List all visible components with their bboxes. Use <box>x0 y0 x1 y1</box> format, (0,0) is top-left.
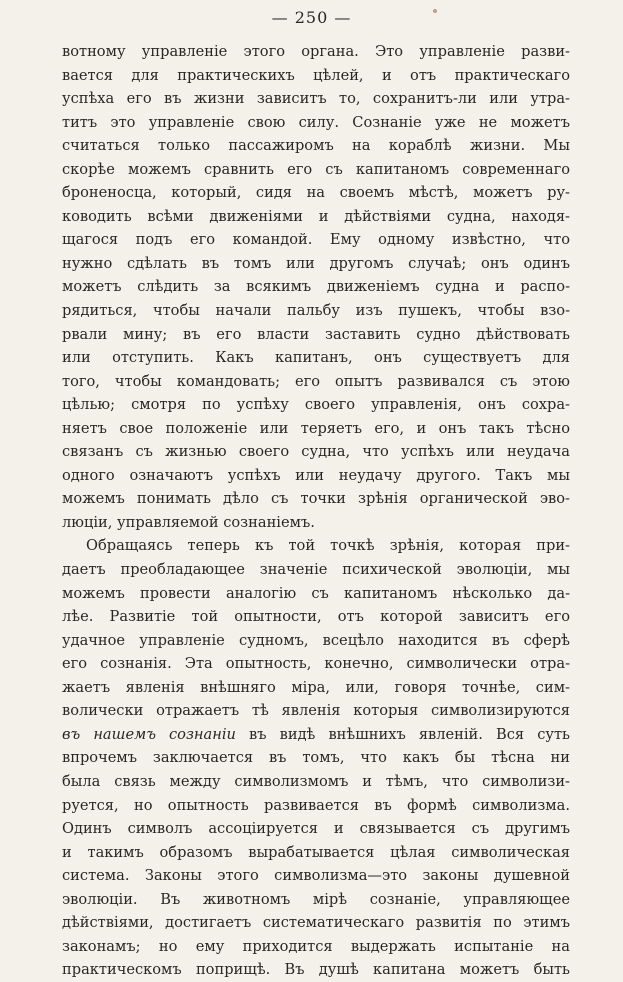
text-line: нужно сдѣлать въ томъ или другомъ случаѣ; онъ одинъ <box>62 254 570 272</box>
text-line: люціи, управляемой сознаніемъ. <box>62 513 315 531</box>
text-line: практическомъ поприщѣ. Въ душѣ капитана можетъ быть <box>62 961 570 979</box>
text-line: вотному управленіе этого органа. Это управленіе разви- <box>62 43 570 60</box>
text-line: даетъ преобладающее значеніе психической эволюціи, мы <box>62 561 570 579</box>
text-line: ководить всѣми движеніями и дѣйствіями судна, находя- <box>62 207 570 225</box>
text-line: была связь между символизмомъ и тѣмъ, что символизи- <box>62 772 570 790</box>
text-line: рядиться, чтобы начали пальбу изъ пушекъ, чтобы взо- <box>62 302 570 320</box>
text-line-with-emphasis <box>62 723 570 747</box>
text-line: дѣйствіями, достигаетъ систематическаго развитія по этимъ <box>62 914 570 932</box>
text-line: одного означаютъ успѣхъ или неудачу другого. Такъ мы <box>62 466 570 484</box>
text-line: жаетъ явленія внѣшняго міра, или, говоря точнѣе, сим- <box>62 678 570 696</box>
text-line: его сознанія. Эта опытность, конечно, символически отра- <box>62 655 570 673</box>
text-line: лѣе. Развитіе той опытности, отъ которой зависитъ его <box>62 608 570 626</box>
text-line: броненосца, который, сидя на своемъ мѣстѣ, можетъ ру- <box>62 184 570 202</box>
text-line: Одинъ символъ ассоціируется и связывается съ другимъ <box>62 820 570 838</box>
text-line: вается для практическихъ цѣлей, и отъ практическаго <box>62 66 570 84</box>
text-line: связанъ съ жизнью своего судна, что успѣхъ или неудача <box>62 443 570 461</box>
text-line: рвали мину; въ его власти заставить судно дѣйствовать <box>62 325 570 343</box>
text-line: волически отражаетъ тѣ явленія которыя символизируются <box>62 702 570 720</box>
text-line: скорѣе можемъ сравнить его съ капитаномъ современнаго <box>62 160 570 178</box>
text-line: и такимъ образомъ вырабатывается цѣлая символическая <box>62 843 570 861</box>
emphasis: въ нашемъ сознаніи <box>62 725 236 743</box>
text-line: удачное управленіе судномъ, всецѣло находится въ сферѣ <box>62 631 570 649</box>
text-line: законамъ; но ему приходится выдержать испытаніе на <box>62 937 570 955</box>
text-line: Обращаясь теперь къ той точкѣ зрѣнія, которая при- <box>86 537 570 555</box>
text-line: успѣха его въ жизни зависитъ то, сохранитъ-ли или утра- <box>62 90 570 108</box>
text-line: руется, но опытность развивается въ формѣ символизма. <box>62 796 570 814</box>
text-line: эволюціи. Въ животномъ мірѣ сознаніе, управляющее <box>62 890 570 908</box>
text-line: система. Законы этого символизма—это законы душевной <box>62 867 570 885</box>
text-line: можемъ провести аналогію съ капитаномъ нѣсколько да- <box>62 584 570 602</box>
text-line: можетъ слѣдить за всякимъ движеніемъ судна и распо- <box>62 278 570 296</box>
emphasis-continuation: въ видѣ внѣшнихъ явленій. Вся суть <box>235 725 570 743</box>
text-line: того, чтобы командовать; его опытъ развивался съ этою <box>62 372 570 390</box>
paragraph-2 <box>62 534 570 981</box>
text-line: цѣлью; смотря по успѣху своего управленія, онъ сохра- <box>62 396 570 414</box>
text-line: титъ это управленіе свою силу. Сознаніе уже не можетъ <box>62 113 570 131</box>
ink-dot <box>433 9 437 13</box>
page-number: — 250 — <box>271 8 352 27</box>
text-line: или отступить. Какъ капитанъ, онъ существуетъ для <box>62 349 570 367</box>
paragraph-1 <box>62 40 570 534</box>
body-text <box>62 40 570 982</box>
text-line: считаться только пассажиромъ на кораблѣ жизни. Мы <box>62 137 570 155</box>
text-line: няетъ свое положеніе или теряетъ его, и онъ такъ тѣсно <box>62 419 570 437</box>
text-line: впрочемъ заключается въ томъ, что какъ бы тѣсна ни <box>62 749 570 767</box>
text-line: можемъ понимать дѣло съ точки зрѣнія органической эво- <box>62 490 570 508</box>
text-line: щагося подъ его командой. Ему одному извѣстно, что <box>62 231 570 249</box>
